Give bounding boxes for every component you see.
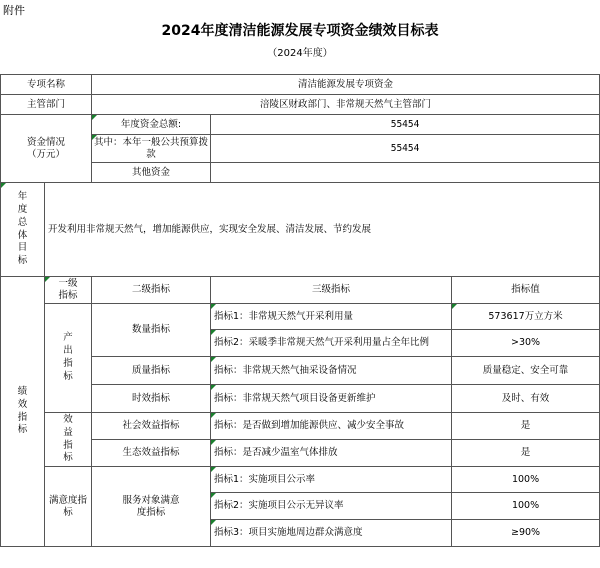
funds-label: 资金情况（万元） [1,115,92,183]
funds-other-label: 其他资金 [92,163,211,183]
satisfaction-item-2-name: 指标2：实施项目公示无异议率 [211,493,452,520]
ecological-benefit-value: 是 [452,440,600,467]
funds-total-value: 55454 [211,115,600,135]
output-indicator-label: 产出指标 [45,304,92,413]
row-project-name [1,75,600,95]
page-subtitle: （2024年度） [267,48,333,59]
project-name-label: 专项名称 [1,75,92,95]
satisfaction-item-3-value: ≥90% [452,520,600,547]
funds-public-value: 55454 [211,135,600,163]
funds-public-label: 其中：本年一般公共预算拨款 [92,135,211,163]
row-department [1,95,600,115]
annual-goal-text: 开发利用非常规天然气，增加能源供应，实现安全发展、清洁发展、节约发展 [45,183,600,277]
col-value-header: 指标值 [452,277,600,304]
row-quantity-1 [1,304,600,330]
quantity-item-1-value: 573617万立方米 [452,304,600,330]
quantity-item-2-name: 指标2：采暖季非常规天然气开采利用量占全年比例 [211,330,452,357]
department-label: 主管部门 [1,95,92,115]
satisfaction-sub-label: 服务对象满意度指标 [92,467,211,547]
satisfaction-item-2-value: 100% [452,493,600,520]
social-benefit-value: 是 [452,413,600,440]
timeliness-indicator-label: 时效指标 [92,385,211,413]
ecological-benefit-label: 生态效益指标 [92,440,211,467]
satisfaction-item-1-name: 指标1：实施项目公示率 [211,467,452,493]
timeliness-item-value: 及时、有效 [452,385,600,413]
department-value: 涪陵区财政部门、非常规天然气主管部门 [92,95,600,115]
quality-indicator-label: 质量指标 [92,357,211,385]
page-title: 2024年度清洁能源发展专项资金绩效目标表 [161,23,439,39]
benefit-indicator-label: 效益指标 [45,413,92,467]
quantity-indicator-label: 数量指标 [92,304,211,357]
satisfaction-indicator-label: 满意度指标 [45,467,92,547]
social-benefit-name: 指标：是否做到增加能源供应、减少安全事故 [211,413,452,440]
indicators-group-label: 绩效指标 [1,277,45,547]
row-satisfaction-1 [1,467,600,493]
row-indicator-header [1,277,600,304]
col-level3-header: 三级指标 [211,277,452,304]
funds-total-label: 年度资金总额: [92,115,211,135]
timeliness-item-name: 指标：非常规天然气项目设备更新维护 [211,385,452,413]
project-name-value: 清洁能源发展专项资金 [92,75,600,95]
satisfaction-item-3-name: 指标3：项目实施地周边群众满意度 [211,520,452,547]
col-level1-header: 一级指标 [45,277,92,304]
quantity-item-1-name: 指标1：非常规天然气开采利用量 [211,304,452,330]
satisfaction-item-1-value: 100% [452,467,600,493]
row-social-benefit [1,413,600,440]
annual-goal-label: 年度总体目标 [1,183,45,277]
quality-item-name: 指标：非常规天然气抽采设备情况 [211,357,452,385]
quantity-item-2-value: >30% [452,330,600,357]
performance-target-table [0,74,600,547]
funds-other-value [211,163,600,183]
row-funds-total [1,115,600,135]
col-level2-header: 二级指标 [92,277,211,304]
social-benefit-label: 社会效益指标 [92,413,211,440]
quality-item-value: 质量稳定、安全可靠 [452,357,600,385]
attachment-label: 附件 [3,4,25,17]
row-annual-goal [1,183,600,277]
ecological-benefit-name: 指标：是否减少温室气体排放 [211,440,452,467]
